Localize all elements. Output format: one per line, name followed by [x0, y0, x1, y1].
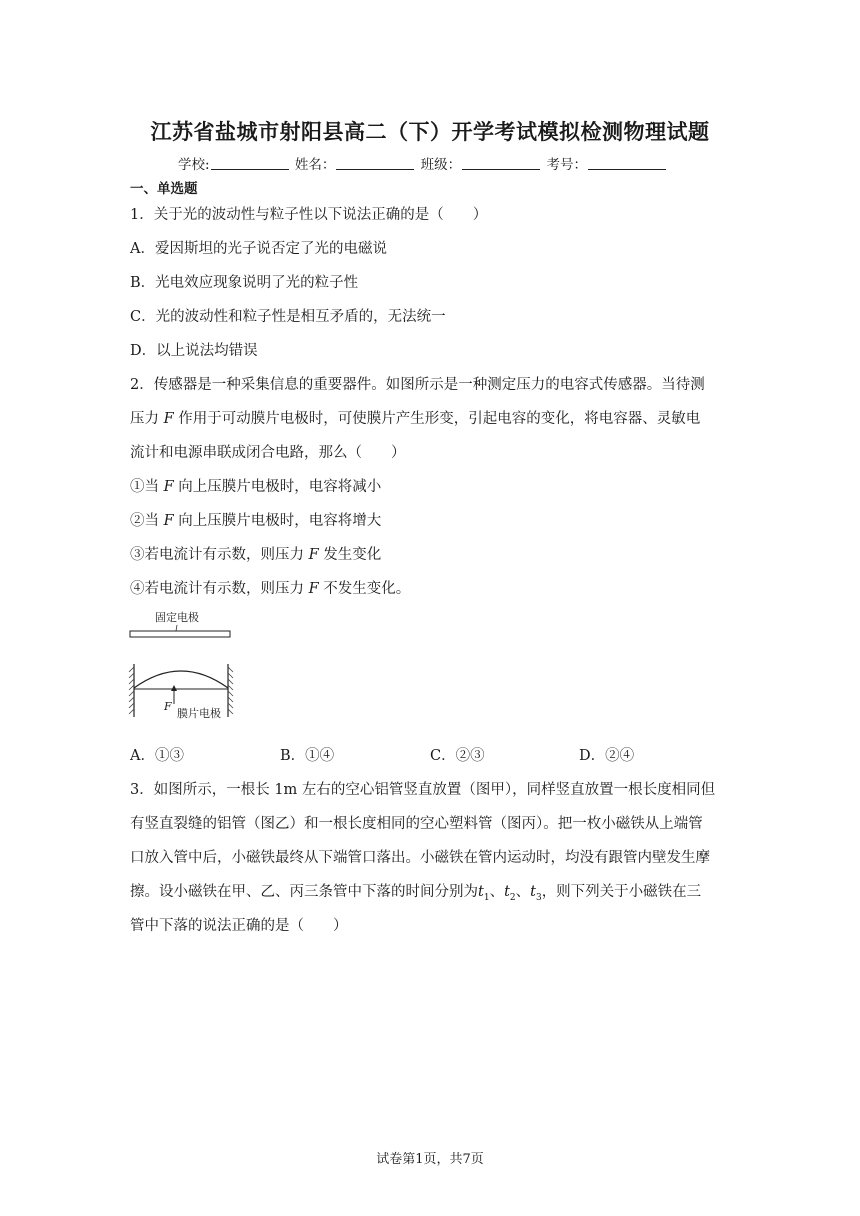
q2-stem-line3: 流计和电源串联成闭合电路，那么（ ）: [130, 445, 406, 461]
fixed-electrode-leader: [176, 625, 177, 631]
q2-stem-line2: [130, 407, 700, 428]
left-wall-hatching: [129, 667, 134, 714]
q2-text: ③若电流计有示数，则压力: [130, 547, 304, 563]
q1-stem: 1．关于光的波动性与粒子性以下说法正确的是（ ）: [130, 207, 488, 223]
student-info-line: [178, 153, 668, 173]
class-label: 班级：: [420, 157, 462, 173]
force-symbol: F: [308, 581, 319, 597]
force-symbol: F: [308, 547, 319, 563]
school-label: 学校:: [178, 157, 210, 173]
membrane-electrode: [134, 671, 228, 688]
q3-stem-line3: 口放入管中后，小磁铁最终从下端管口落出。小磁铁在管内运动时，均没有跟管内壁发生摩: [130, 850, 710, 866]
q1-option-d: D．以上说法均错误: [130, 343, 258, 359]
capacitive-sensor-figure: [124, 604, 238, 724]
q2-text: ①当: [130, 479, 159, 495]
q2-option-b: B．①④: [280, 748, 335, 764]
q1-option-b: B．光电效应现象说明了光的粒子性: [130, 275, 359, 291]
q2-text: 向上压膜片电极时，电容将增大: [178, 513, 382, 529]
q2-option-c: C．②③: [430, 748, 485, 764]
name-blank: [336, 157, 414, 170]
q2-statement-3: [130, 543, 381, 564]
q3-stem-line2: 有竖直裂缝的铝管（图乙）和一根长度相同的空心塑料管（图丙）。把一枚小磁铁从上端管: [130, 816, 703, 832]
q3-text: ，则下列关于小磁铁在三: [541, 884, 702, 900]
q2-text: 不发生变化。: [323, 581, 411, 597]
force-label: F: [164, 700, 172, 713]
q3-text: 、: [515, 884, 531, 900]
fixed-electrode: [130, 631, 230, 637]
q3-stem-line1: 3．如图所示，一根长 1m 左右的空心铝管竖直放置（图甲），同样竖直放置一根长度相同但: [130, 782, 716, 798]
t3-subscript: 3: [535, 892, 542, 903]
q3-text: 、: [489, 884, 505, 900]
q2-text: 发生变化: [323, 547, 382, 563]
document-title: 江苏省盐城市射阳县高二（下）开学考试模拟检测物理试题: [150, 120, 710, 144]
t1-symbol: t: [478, 884, 484, 900]
q2-text: 作用于可动膜片电极时，可使膜片产生形变，引起电容的变化，将电容器、灵敏电: [178, 411, 701, 427]
q2-text: ④若电流计有示数，则压力: [130, 581, 304, 597]
q2-statement-2: [130, 509, 381, 530]
page-footer: 试卷第1页，共7页: [376, 1152, 484, 1167]
right-wall-hatching: [228, 667, 233, 714]
t3-symbol: t: [530, 884, 536, 900]
q2-statement-4: [130, 577, 410, 598]
membrane-electrode-label: 膜片电极: [177, 707, 221, 720]
q2-statement-1: [130, 475, 381, 496]
t2-subscript: 2: [509, 892, 516, 903]
q2-text: 压力: [130, 411, 159, 427]
q3-stem-line4: [130, 880, 701, 903]
force-arrowhead: [171, 685, 177, 691]
q2-text: 向上压膜片电极时，电容将减小: [178, 479, 382, 495]
exam-no-blank: [588, 157, 666, 170]
force-symbol: F: [163, 411, 174, 427]
q1-option-a: A．爱因斯坦的光子说否定了光的电磁说: [130, 241, 387, 257]
exam-no-label: 考号：: [546, 157, 587, 173]
class-blank: [462, 157, 540, 170]
t1-subscript: 1: [483, 892, 490, 903]
t2-symbol: t: [504, 884, 510, 900]
q1-option-c: C．光的波动性和粒子性是相互矛盾的，无法统一: [130, 309, 446, 325]
q2-text: ②当: [130, 513, 159, 529]
fixed-electrode-label: 固定电极: [155, 611, 199, 624]
q3-text: 擦。设小磁铁在甲、乙、丙三条管中下落的时间分别为: [130, 884, 478, 900]
q2-option-a: A．①③: [130, 748, 184, 764]
force-symbol: F: [163, 479, 174, 495]
school-blank: [211, 157, 289, 170]
q3-stem-line5: 管中下落的说法正确的是（ ）: [130, 918, 348, 934]
force-symbol: F: [163, 513, 174, 529]
q2-stem-line1: 2．传感器是一种采集信息的重要器件。如图所示是一种测定压力的电容式传感器。当待测: [130, 377, 705, 393]
name-label: 姓名：: [294, 157, 336, 173]
section-heading: 一、单选题: [130, 181, 198, 197]
q2-option-d: D．②④: [579, 748, 635, 764]
